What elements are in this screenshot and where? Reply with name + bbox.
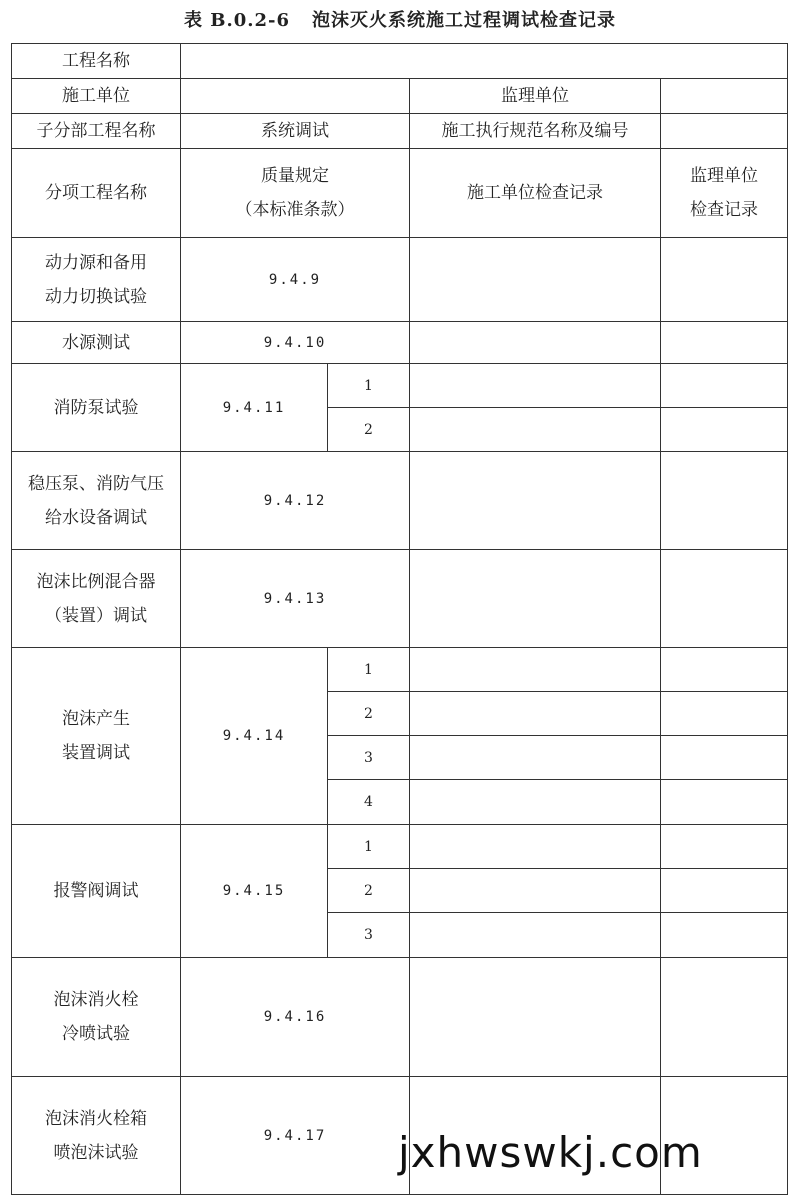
table-row: [12, 452, 788, 550]
table-code: 表 B.0.2-6: [183, 10, 291, 31]
clause: 9.4.14: [181, 648, 328, 825]
supervisor-check-cell[interactable]: [661, 550, 788, 648]
table-row: [12, 648, 788, 692]
table-row: [12, 550, 788, 648]
table-row: [12, 322, 788, 364]
project-name-value[interactable]: [181, 44, 788, 79]
clause: 9.4.13: [181, 550, 410, 648]
sub-item: 2: [328, 869, 410, 913]
supervisor-check-header: 监理单位 检查记录: [661, 149, 788, 238]
supervision-unit-value[interactable]: [661, 79, 788, 114]
clause: 9.4.11: [181, 364, 328, 452]
subdivision-label: 子分部工程名称: [12, 114, 181, 149]
subdivision-value: 系统调试: [181, 114, 410, 149]
item-name: 泡沫比例混合器 （装置）调试: [12, 550, 181, 648]
supervisor-check-cell[interactable]: [661, 736, 788, 780]
supervisor-check-cell[interactable]: [661, 452, 788, 550]
standard-label: 施工执行规范名称及编号: [410, 114, 661, 149]
project-name-label: 工程名称: [12, 44, 181, 79]
table-row: [12, 149, 788, 238]
supervisor-check-cell[interactable]: [661, 408, 788, 452]
sub-item: 2: [328, 408, 410, 452]
item-name: 消防泵试验: [12, 364, 181, 452]
supervisor-check-cell[interactable]: [661, 869, 788, 913]
quality-clause-label: （本标准条款）: [235, 200, 355, 220]
clause: 9.4.17: [181, 1077, 410, 1195]
constructor-check-cell[interactable]: [410, 692, 661, 736]
item-name: 报警阀调试: [12, 825, 181, 958]
clause: 9.4.9: [181, 238, 410, 322]
clause: 9.4.10: [181, 322, 410, 364]
table-row: [12, 825, 788, 869]
standard-value[interactable]: [661, 114, 788, 149]
item-label: 分项工程名称: [12, 149, 181, 238]
clause: 9.4.16: [181, 958, 410, 1077]
constructor-check-cell[interactable]: [410, 238, 661, 322]
constructor-check-cell[interactable]: [410, 869, 661, 913]
sub-item: 3: [328, 913, 410, 958]
supervisor-check-cell[interactable]: [661, 913, 788, 958]
constructor-check-cell[interactable]: [410, 550, 661, 648]
constructor-check-cell[interactable]: [410, 780, 661, 825]
watermark: jxhwswkj.com: [398, 1128, 703, 1177]
constructor-check-cell[interactable]: [410, 452, 661, 550]
constructor-check-cell[interactable]: [410, 364, 661, 408]
supervisor-check-cell[interactable]: [661, 238, 788, 322]
clause: 9.4.12: [181, 452, 410, 550]
supervisor-check-cell[interactable]: [661, 958, 788, 1077]
constructor-check-cell[interactable]: [410, 736, 661, 780]
supervisor-check-cell[interactable]: [661, 780, 788, 825]
constructor-check-label: 施工单位检查记录: [410, 149, 661, 238]
constructor-check-cell[interactable]: [410, 913, 661, 958]
sub-item: 2: [328, 692, 410, 736]
item-name: 动力源和备用 动力切换试验: [12, 238, 181, 322]
constructor-check-cell[interactable]: [410, 648, 661, 692]
table-title-text: 泡沫灭火系统施工过程调试检查记录: [312, 10, 617, 31]
constructor-check-cell[interactable]: [410, 958, 661, 1077]
sub-item: 1: [328, 364, 410, 408]
inspection-record-table: [11, 43, 788, 1195]
table-row: [12, 44, 788, 79]
supervisor-check-cell[interactable]: [661, 692, 788, 736]
item-name: 泡沫产生 装置调试: [12, 648, 181, 825]
construction-unit-value[interactable]: [181, 79, 410, 114]
quality-label: 质量规定: [261, 166, 329, 186]
supervisor-check-cell[interactable]: [661, 648, 788, 692]
supervision-unit-label: 监理单位: [410, 79, 661, 114]
sub-item: 3: [328, 736, 410, 780]
sub-item: 4: [328, 780, 410, 825]
table-row: [12, 958, 788, 1077]
table-row: [12, 364, 788, 408]
supervisor-check-cell[interactable]: [661, 825, 788, 869]
quality-header: [181, 149, 410, 238]
clause: 9.4.15: [181, 825, 328, 958]
item-name: 稳压泵、消防气压 给水设备调试: [12, 452, 181, 550]
table-row: [12, 238, 788, 322]
item-name: 泡沫消火栓箱 喷泡沫试验: [12, 1077, 181, 1195]
table-row: [12, 114, 788, 149]
construction-unit-label: 施工单位: [12, 79, 181, 114]
constructor-check-cell[interactable]: [410, 408, 661, 452]
supervisor-check-cell[interactable]: [661, 364, 788, 408]
supervisor-check-cell[interactable]: [661, 322, 788, 364]
sub-item: 1: [328, 825, 410, 869]
item-name: 水源测试: [12, 322, 181, 364]
item-name: 泡沫消火栓 冷喷试验: [12, 958, 181, 1077]
constructor-check-cell[interactable]: [410, 322, 661, 364]
sub-item: 1: [328, 648, 410, 692]
table-row: [12, 79, 788, 114]
table-title: [0, 6, 800, 32]
constructor-check-cell[interactable]: [410, 825, 661, 869]
